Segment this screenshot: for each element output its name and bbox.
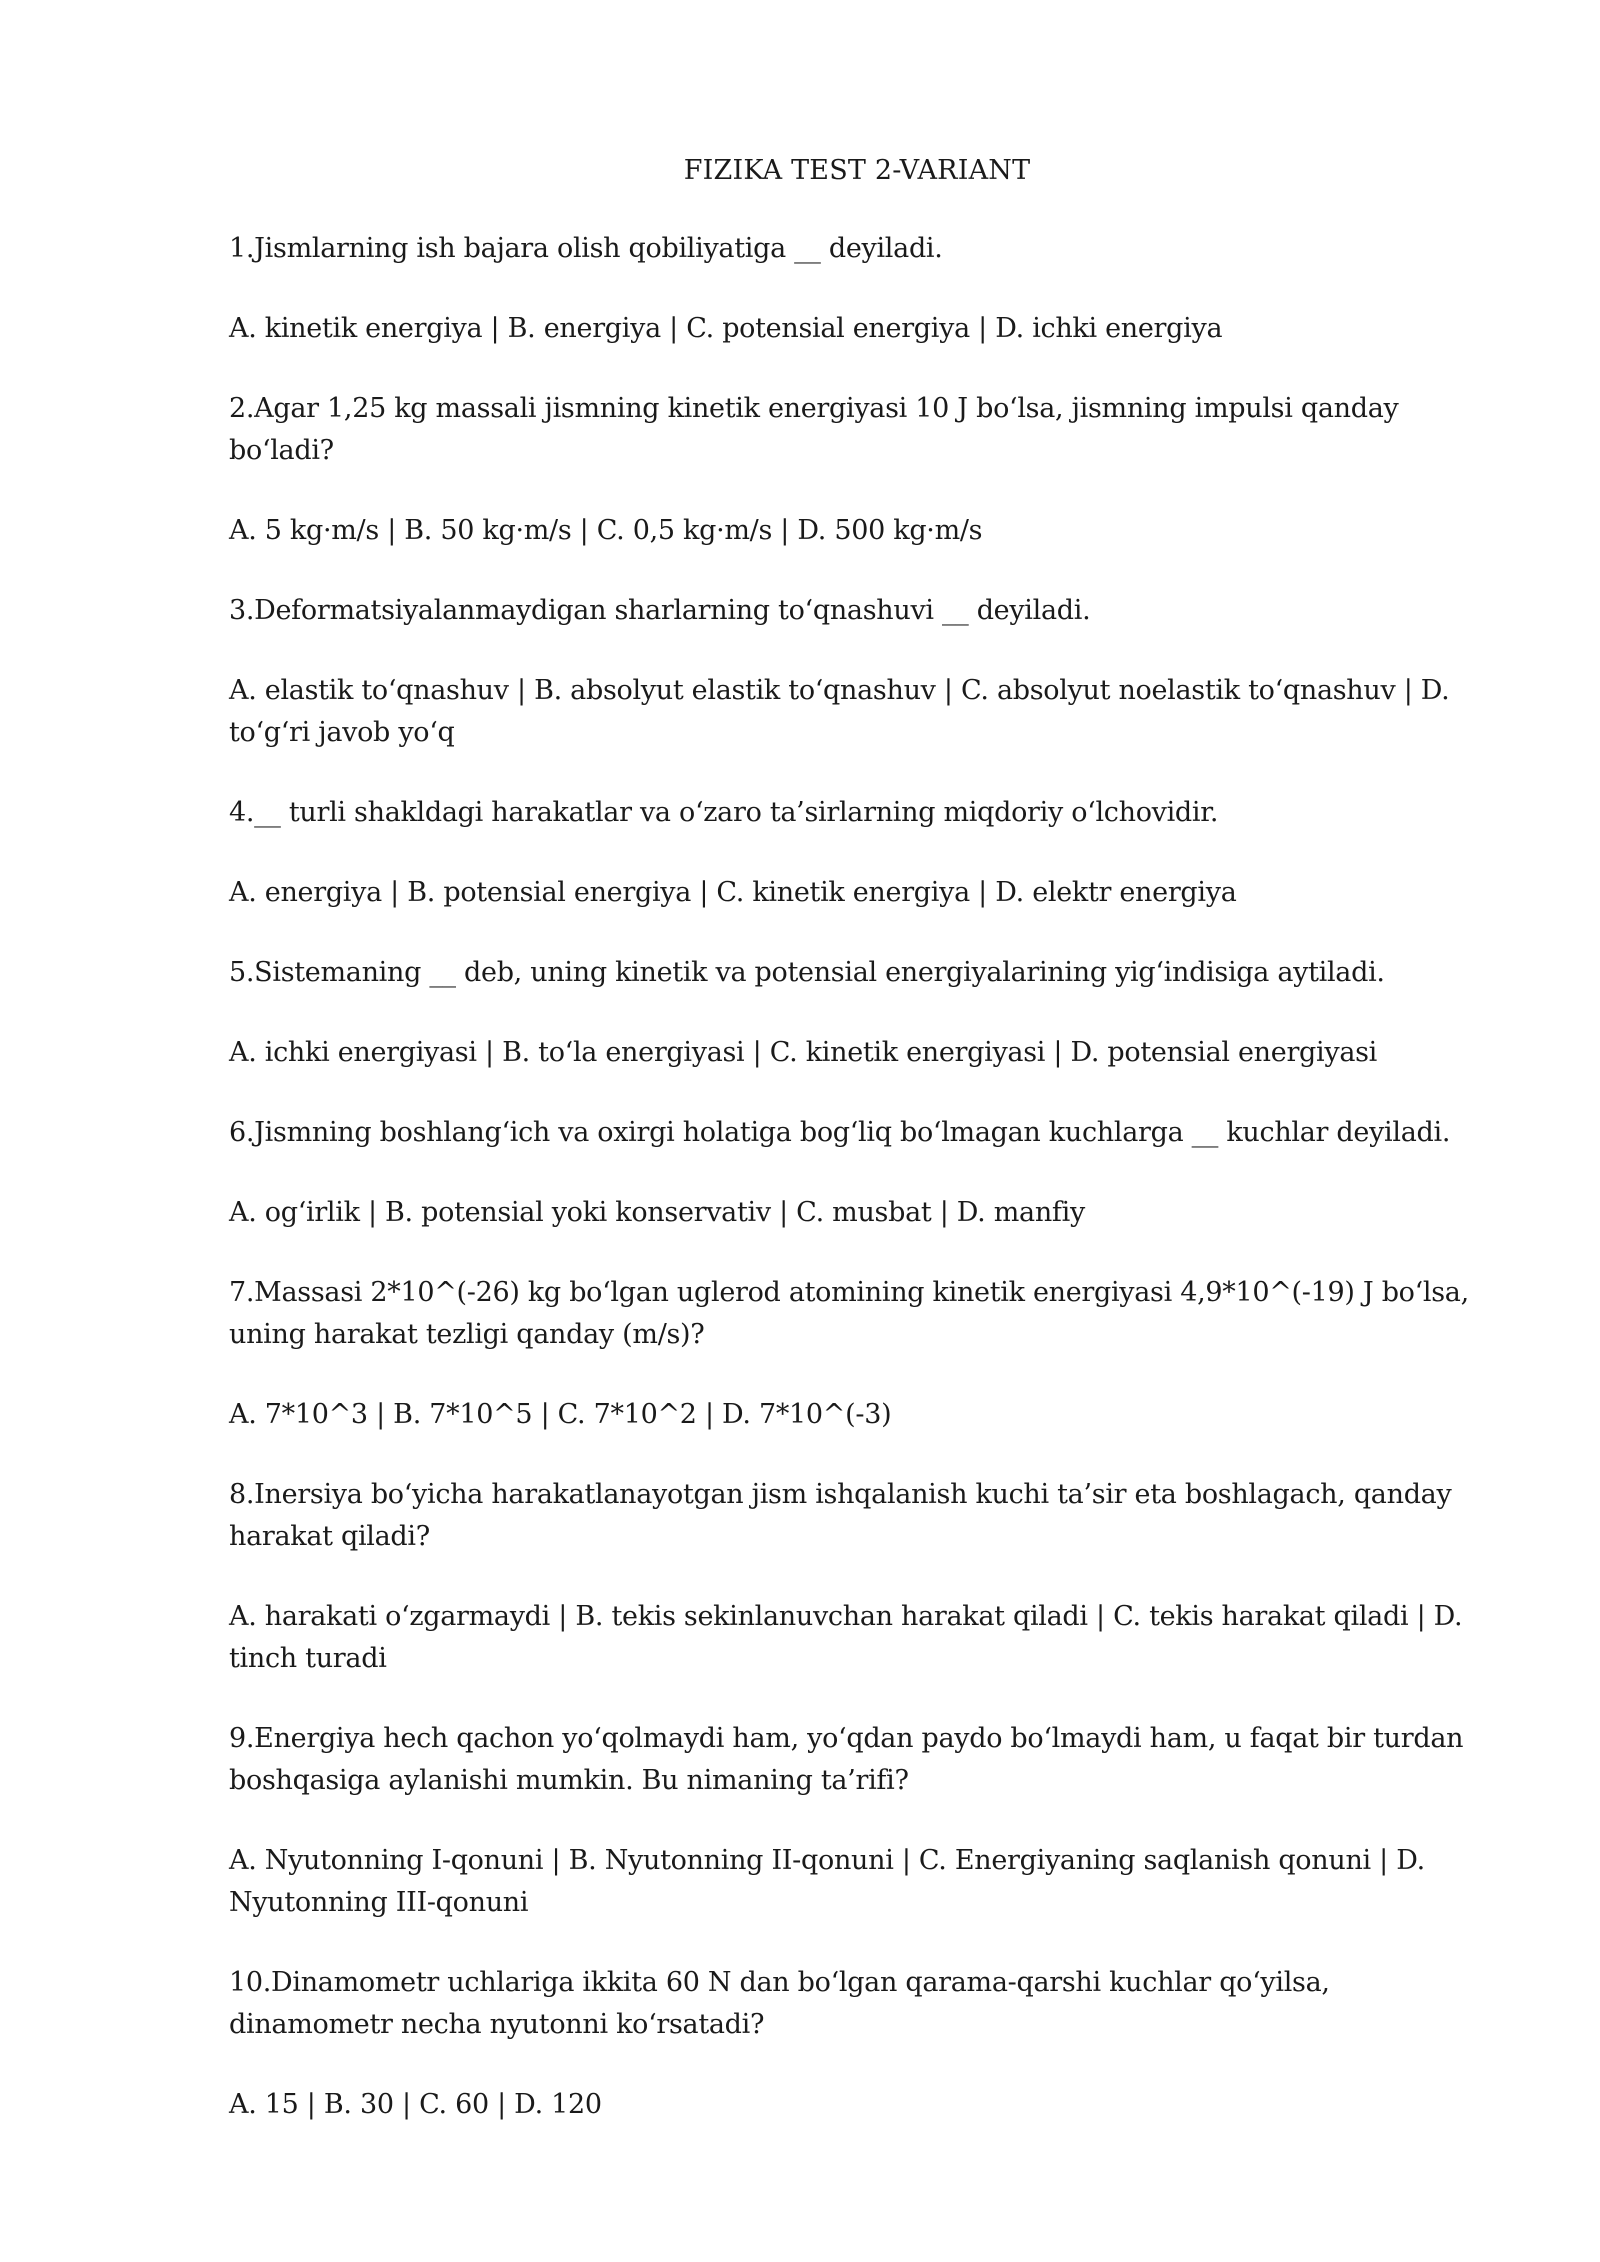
question-2-options: A. 5 kg·m/s | B. 50 kg·m/s | C. 0,5 kg·m/s | D. 500 kg·m/s xyxy=(229,515,983,546)
question-10-options: A. 15 | B. 30 | C. 60 | D. 120 xyxy=(229,2089,602,2120)
question-6-text: 6.Jismning boshlang‘ich va oxirgi holatiga bog‘liq bo‘lmagan kuchlarga __ kuchlar deyiladi. xyxy=(229,1117,1451,1148)
question-6-options: A. og‘irlik | B. potensial yoki konservativ | C. musbat | D. manfiy xyxy=(229,1197,1085,1228)
question-8-text: 8.Inersiya bo‘yicha harakatlanayotgan jism ishqalanish kuchi ta’sir eta boshlagach, qanday harakat qiladi? xyxy=(229,1479,1452,1552)
question-1-text: 1.Jismlarning ish bajara olish qobiliyatiga __ deyiladi. xyxy=(229,233,943,264)
question-5-options: A. ichki energiyasi | B. to‘la energiyasi | C. kinetik energiyasi | D. potensial energiyasi xyxy=(229,1037,1378,1068)
question-list xyxy=(229,228,1501,2164)
question-4-text: 4.__ turli shakldagi harakatlar va o‘zaro ta’sirlarning miqdoriy o‘lchovidir. xyxy=(229,797,1219,828)
question-9-options: A. Nyutonning I-qonuni | B. Nyutonning II-qonuni | C. Energiyaning saqlanish qonuni | D. Nyutonning III-qonuni xyxy=(229,1845,1425,1918)
question-1-options: A. kinetik energiya | B. energiya | C. potensial energiya | D. ichki energiya xyxy=(229,313,1223,344)
question-4-options: A. energiya | B. potensial energiya | C. kinetik energiya | D. elektr energiya xyxy=(229,877,1237,908)
question-8-options: A. harakati o‘zgarmaydi | B. tekis sekinlanuvchan harakat qiladi | C. tekis harakat qiladi | D. tinch turadi xyxy=(229,1601,1463,1674)
question-2-text: 2.Agar 1,25 kg massali jismning kinetik energiyasi 10 J bo‘lsa, jismning impulsi qanday bo‘ladi? xyxy=(229,393,1399,466)
question-7-options: A. 7*10^3 | B. 7*10^5 | C. 7*10^2 | D. 7*10^(-3) xyxy=(229,1399,892,1430)
question-3-options: A. elastik to‘qnashuv | B. absolyut elastik to‘qnashuv | C. absolyut noelastik to‘qnashuv | D. to‘g‘ri javob yo‘q xyxy=(229,675,1450,748)
document-title: FIZIKA TEST 2-VARIANT xyxy=(683,155,1031,186)
question-5-text: 5.Sistemaning __ deb, uning kinetik va potensial energiyalarining yig‘indisiga aytiladi. xyxy=(229,957,1385,988)
question-9-text: 9.Energiya hech qachon yo‘qolmaydi ham, yo‘qdan paydo bo‘lmaydi ham, u faqat bir turdan boshqasiga aylanishi mumkin. Bu nimaning ta’rifi? xyxy=(229,1723,1464,1796)
question-7-text: 7.Massasi 2*10^(-26) kg bo‘lgan uglerod atomining kinetik energiyasi 4,9*10^(-19) J bo‘lsa, uning harakat tezligi qanday (m/s)? xyxy=(229,1277,1469,1350)
question-3-text: 3.Deformatsiyalanmaydigan sharlarning to‘qnashuvi __ deyiladi. xyxy=(229,595,1091,626)
question-10-text: 10.Dinamometr uchlariga ikkita 60 N dan bo‘lgan qarama-qarshi kuchlar qo‘yilsa, dinamometr necha nyutonni ko‘rsatadi? xyxy=(229,1967,1330,2040)
